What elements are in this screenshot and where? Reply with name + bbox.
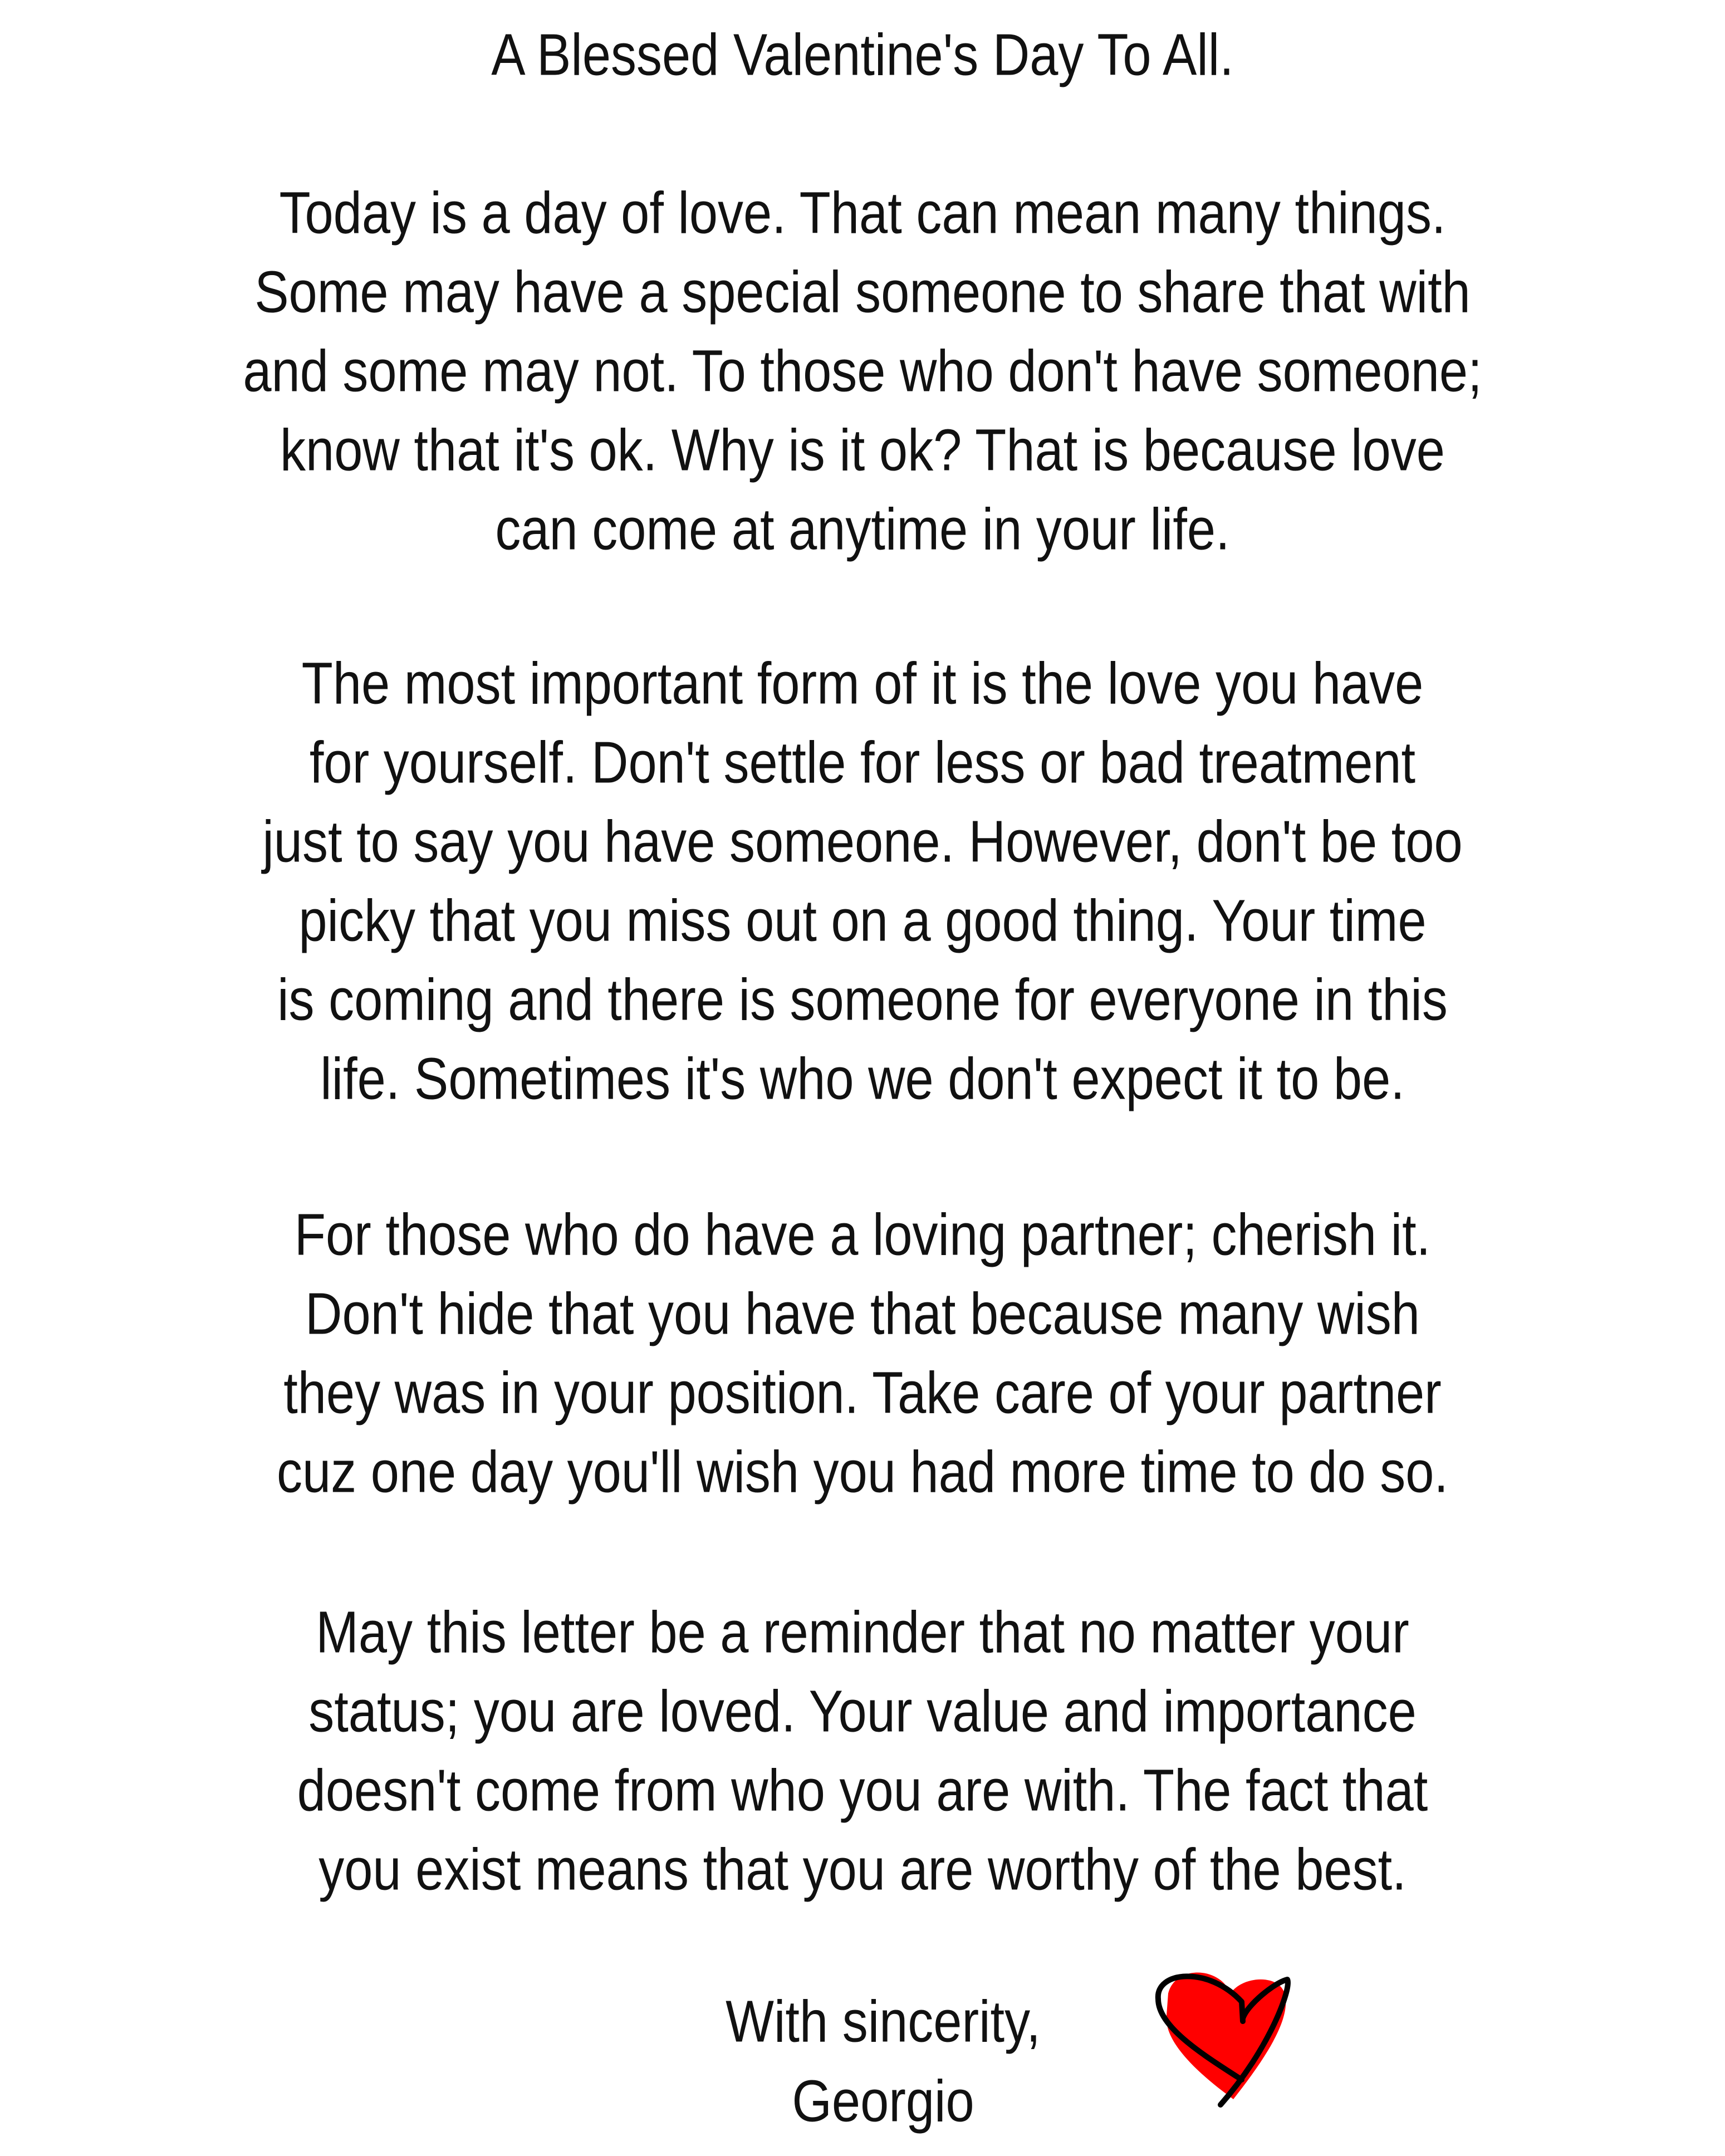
paragraph-1 [0, 174, 1725, 569]
text-line: for yourself. Don't settle for less or bad treatment [309, 730, 1416, 796]
text-line: For those who do have a loving partner; cherish it. [294, 1202, 1431, 1268]
text-line: The most important form of it is the love you have [301, 651, 1424, 717]
text-line: they was in your position. Take care of your partner [283, 1360, 1442, 1426]
letter-title [0, 16, 1725, 95]
paragraph-2 [0, 644, 1725, 1119]
text-line: cuz one day you'll wish you had more time to do so. [276, 1439, 1448, 1505]
text-line: and some may not. To those who don't have someone; [243, 339, 1482, 404]
signature: Georgio [792, 2069, 974, 2134]
text-line: picky that you miss out on a good thing. Your time [298, 888, 1427, 954]
text-line: life. Sometimes it's who we don't expect it to be. [320, 1046, 1405, 1112]
paragraph-4 [0, 1593, 1725, 1909]
closing: With sincerity, [726, 1989, 1041, 2055]
text-line: Don't hide that you have that because many wish [305, 1281, 1420, 1347]
text-line: Some may have a special someone to share that with [254, 259, 1471, 325]
title-text: A Blessed Valentine's Day To All. [491, 22, 1234, 88]
text-line: know that it's ok. Why is it ok? That is because love [280, 418, 1445, 483]
text-line: doesn't come from who you are with. The fact that [297, 1758, 1428, 1824]
heart-icon [1136, 1954, 1306, 2110]
text-line: May this letter be a reminder that no matter your [316, 1600, 1409, 1665]
paragraph-3 [0, 1195, 1725, 1512]
text-line: you exist means that you are worthy of the best. [318, 1837, 1407, 1903]
text-line: just to say you have someone. However, don't be too [262, 809, 1463, 875]
signature-block [660, 1982, 1106, 2142]
text-line: can come at anytime in your life. [495, 497, 1230, 562]
text-line: status; you are loved. Your value and importance [308, 1679, 1417, 1745]
text-line: Today is a day of love. That can mean many things. [279, 180, 1446, 246]
text-line: is coming and there is someone for everyone in this [277, 967, 1448, 1033]
